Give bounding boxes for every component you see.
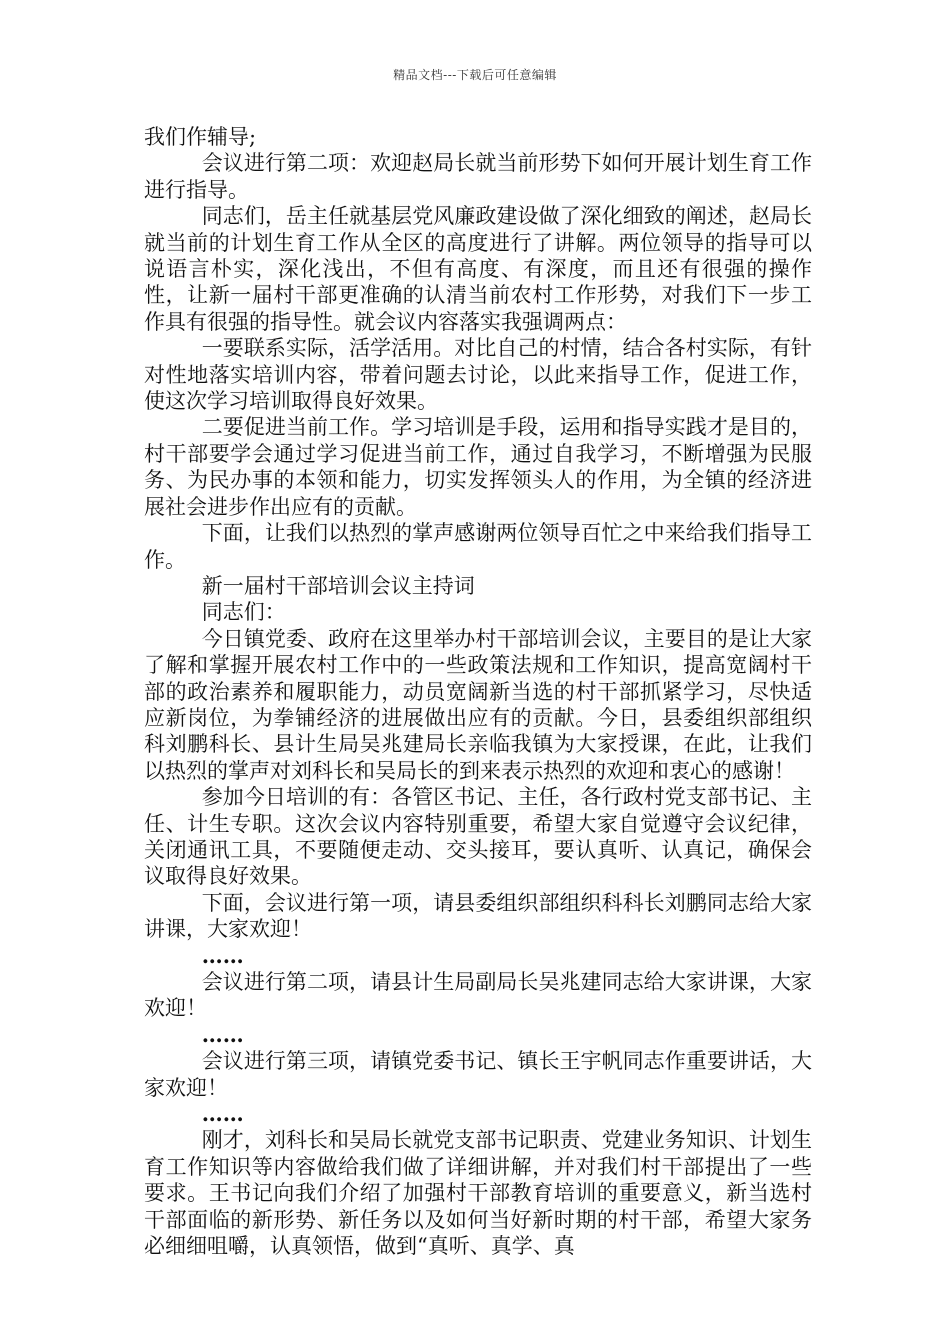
paragraph: 会议进行第三项，请镇党委书记、镇长王宇帆同志作重要讲话，大家欢迎！ xyxy=(144,1049,812,1100)
salutation: 同志们： xyxy=(201,600,286,625)
paragraph: 下面，让我们以热烈的掌声感谢两位领导百忙之中来给我们指导工作。 xyxy=(144,521,812,572)
ellipsis: …… xyxy=(201,1021,244,1047)
document-body xyxy=(144,124,812,1259)
paragraph: 会议进行第二项：欢迎赵局长就当前形势下如何开展计划生育工作进行指导。 xyxy=(144,151,812,202)
paragraph: 刚才，刘科长和吴局长就党支部书记职责、党建业务知识、计划生育工作知识等内容做给我们做了详细讲解，并对我们村干部提出了一些要求。王书记向我们介绍了加强村干部教育培训的重要意义，新当选村干部面临的新形势、新任务以及如何当好新时期的村干部，希望大家务必细细咀嚼，认真领悟，做到“真听、真学、真 xyxy=(144,1128,812,1259)
section-title: 新一届村干部培训会议主持词 xyxy=(201,573,475,598)
paragraph: 参加今日培训的有：各管区书记、主任，各行政村党支部书记、主任、计生专职。这次会议内容特别重要，希望大家自觉遵守会议纪律，关闭通讯工具，不要随便走动、交头接耳，要认真听、认真记，确保会议取得良好效果。 xyxy=(144,785,812,889)
ellipsis: …… xyxy=(201,1101,244,1127)
paragraph: 今日镇党委、政府在这里举办村干部培训会议，主要目的是让大家了解和掌握开展农村工作中的一些政策法规和工作知识，提高宽阔村干部的政治素养和履职能力，动员宽阔新当选的村干部抓紧学习，尽快适应新岗位，为拳铺经济的进展做出应有的贡献。今日，县委组织部组织科刘鹏科长、县计生局吴兆建局长亲临我镇为大家授课，在此，让我们以热烈的掌声对刘科长和吴局长的到来表示热烈的欢迎和衷心的感谢！ xyxy=(144,626,812,783)
paragraph: 我们作辅导; xyxy=(144,125,257,149)
page-header: 精品文档---下载后可任意编辑 xyxy=(393,68,557,82)
paragraph: 下面，会议进行第一项，请县委组织部组织科科长刘鹏同志给大家讲课，大家欢迎！ xyxy=(144,890,812,942)
paragraph: 二要促进当前工作。学习培训是手段，运用和指导实践才是目的，村干部要学会通过学习促进当前工作，通过自我学习，不断增强为民服务、为民办事的本领和能力，切实发挥领头人的作用，为全镇的经济进展社会进步作出应有的贡献。 xyxy=(144,415,812,519)
paragraph: 同志们，岳主任就基层党风廉政建设做了深化细致的阐述，赵局长就当前的计划生育工作从全区的高度进行了讲解。两位领导的指导可以说语言朴实，深化浅出，不但有高度、有深度，而且还有很强的操作性，让新一届村干部更准确的认清当前农村工作形势，对我们下一步工作具有很强的指导性。就会议内容落实我强调两点： xyxy=(144,204,812,334)
paragraph: 会议进行第二项，请县计生局副局长吴兆建同志给大家讲课，大家欢迎！ xyxy=(144,970,812,1021)
paragraph: 一要联系实际，活学活用。对比自己的村情，结合各村实际，有针对性地落实培训内容，带着问题去讨论，以此来指导工作，促进工作，使这次学习培训取得良好效果。 xyxy=(144,336,812,414)
ellipsis: …… xyxy=(201,942,244,968)
